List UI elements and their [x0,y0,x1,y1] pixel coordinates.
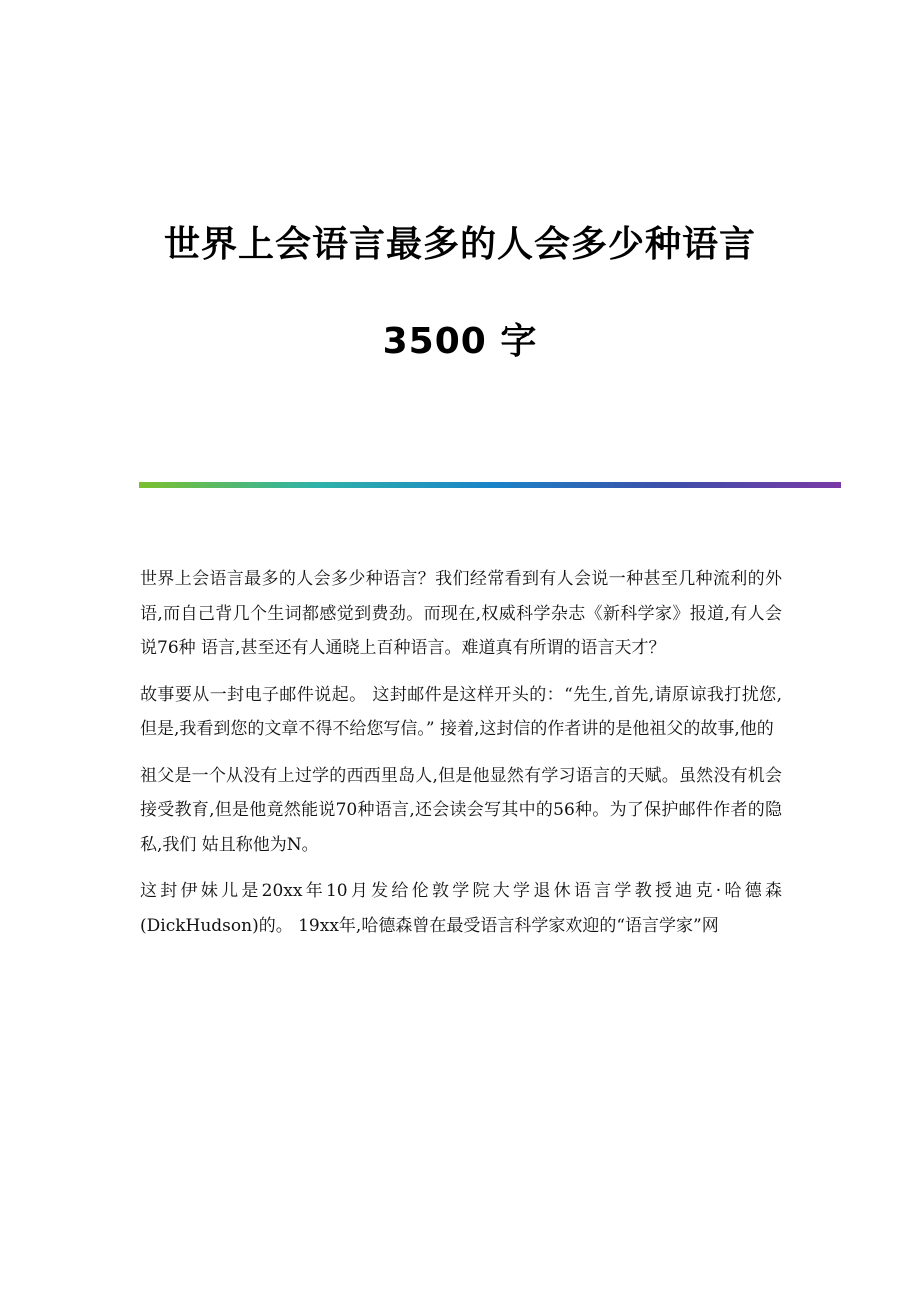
document-body [140,562,782,955]
paragraph-2: 故事要从一封电子邮件说起。 这封邮件是这样开头的：“先生,首先,请原谅我打扰您,但是,我看到您的文章不得不给您写信。” 接着,这封信的作者讲的是他祖父的故事,他的 [140,684,782,739]
document-title-line-2: 3500 字 [382,321,538,362]
gradient-divider [139,482,841,488]
paragraph-4: 这封伊妹儿是20xx年10月发给伦敦学院大学退休语言学教授迪克·哈德森(DickHudson)的。 19xx年,哈德森曾在最受语言科学家欢迎的“语言学家”网 [140,881,782,936]
paragraph-1: 世界上会语言最多的人会多少种语言？我们经常看到有人会说一种甚至几种流利的外语,而自己背几个生词都感觉到费劲。而现在,权威科学杂志《新科学家》报道,有人会说76种 语言,甚至还有人通晓上百种语言。难道真有所谓的语言天才？ [140,569,782,658]
document-title-line-1: 世界上会语言最多的人会多少种语言 [163,224,756,265]
paragraph-3: 祖父是一个从没有上过学的西西里岛人,但是他显然有学习语言的天赋。虽然没有机会接受教育,但是他竟然能说70种语言,还会读会写其中的56种。为了保护邮件作者的隐私,我们 姑且称他为N。 [140,765,782,855]
